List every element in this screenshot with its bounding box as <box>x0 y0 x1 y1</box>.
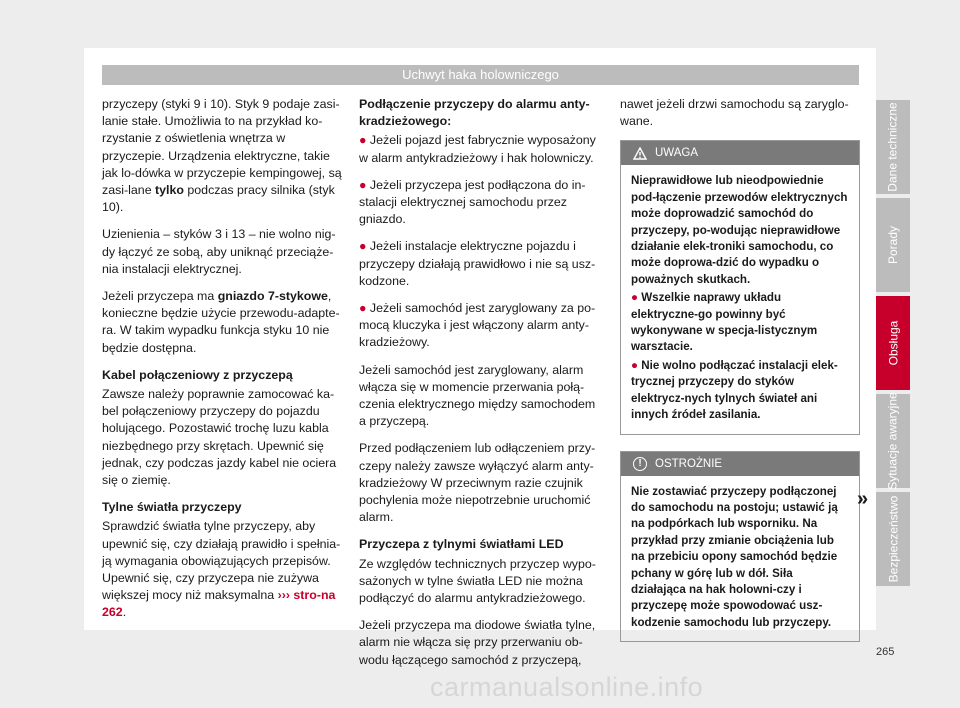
paragraph: Jeżeli przyczepa ma diodowe światła tylne, alarm nie włącza się przy przerwaniu ob-wodu łączącego samochód z przyczepą, <box>359 618 596 667</box>
paragraph: Jeżeli przyczepa ma gniazdo 7-stykowe, konieczne będzie użycie przewodu-adapte-ra. W takim wypadku funkcja styku 10 nie będzie dostępna. <box>102 289 340 355</box>
page-number: 265 <box>876 646 895 658</box>
warning-title: UWAGA <box>655 147 699 160</box>
paragraph: Ze względów technicznych przyczep wypo-sażonych w tylne światła LED nie można podłączyć do alarmu antykradzieżowego. <box>359 556 596 606</box>
column-3 <box>620 96 860 658</box>
paragraph: Nie zostawiać przyczepy podłączonej do samochodu na postoju; ustawić ją na podpórkach lub wsporniku. Na przykład przy zmianie obciążenia lub na przebiciu opony samochód będzie pchany w górę lub w dół. Siła działająca na hak holowni-czy i przyczepę może spowodować usz-kodzenie samochodu lub przyczepy. <box>631 484 838 629</box>
section-header: Uchwyt haka holowniczego <box>102 65 859 85</box>
paragraph: Jeżeli samochód jest zaryglowany, alarm włącza się w momencie przerwania połą-czenia elektrycznego między samochodem a przyczepą. <box>359 362 596 429</box>
bullet-icon: ● <box>359 301 367 316</box>
paragraph: Nieprawidłowe lub nieodpowiednie pod-łączenie przewodów elektrycznych może doprowadzić samochód do przyczepy, po-wodując nieprawidłowe działanie elek-troniki samochodu, co może doprowa-dzić do wypadku o poważnych skutkach. <box>631 174 848 286</box>
subheading: Przyczepa z tylnymi światłami LED <box>359 537 564 552</box>
next-page-arrows-icon[interactable]: » <box>857 488 869 510</box>
page-reference-link[interactable]: ››› stro-na 262 <box>102 588 336 620</box>
subheading: Tylne światła przyczepy <box>102 500 242 515</box>
bullet-icon: ● <box>359 239 367 254</box>
tab-dane-techniczne[interactable]: Dane techniczne <box>876 100 910 194</box>
paragraph: Zawsze należy poprawnie zamocować ka-bel połączeniowy przyczepy do pojazdu holującego. Pozostawić trochę luzu kabla niezbędnego przy skrętach. Upewnić się jednak, czy podczas jazdy kabel nie ociera się o ziemię. <box>102 387 337 488</box>
bullet-icon: ● <box>359 133 367 148</box>
caution-title: OSTROŻNIE <box>655 457 723 470</box>
exclamation-circle-icon: ! <box>633 457 647 471</box>
list-item: ● Jeżeli instalacje elektryczne pojazdu i przyczepy działają prawidłowo i nie są usz-kodzone. <box>359 239 596 288</box>
warning-box-body <box>621 165 859 433</box>
column-2 <box>359 96 603 679</box>
subheading: Kabel połączeniowy z przyczepą <box>102 367 293 382</box>
paragraph: Sprawdzić światła tylne przyczepy, aby upewnić się, czy działają prawidło i spełnia-ją wymagania obowiązujących przepisów. Upewnić się, czy przyczepa nie zużywa większej mocy niż maksymalna ››› stro-na 262. <box>102 519 341 620</box>
paragraph: nawet jeżeli drzwi samochodu są zaryglo-wane. <box>620 97 849 129</box>
bullet-icon: ● <box>359 177 367 192</box>
tab-obsluga[interactable]: Obsługa <box>876 296 910 390</box>
list-item: ● Jeżeli pojazd jest fabrycznie wyposażony w alarm antykradzieżowy i hak holowniczy. <box>359 133 596 165</box>
caution-box-header <box>621 452 859 476</box>
column-1 <box>102 96 344 632</box>
list-item: ● Nie wolno podłączać instalacji elek-trycznej przyczepy do styków elektrycz-nych tylnych świateł ani innych źródeł zasilania. <box>631 358 838 422</box>
list-item: ● Jeżeli przyczepa jest podłączona do in-stalacji elektrycznej samochodu przez gniazdo. <box>359 177 586 227</box>
warning-box-header <box>621 141 859 165</box>
list-item: ● Wszelkie naprawy układu elektryczne-go powinny być wykonywane w specja-listycznym warsztacie. <box>631 291 818 354</box>
caution-box <box>620 451 860 643</box>
bullet-icon: ● <box>631 358 639 372</box>
warning-icon <box>633 147 647 160</box>
paragraph: Przed podłączeniem lub odłączeniem przy-czepy należy zawsze wyłączyć alarm anty-kradzieżowy W przeciwnym razie czujnik pochylenia może niepotrzebnie uruchomić alarm. <box>359 441 596 525</box>
watermark: carmanualsonline.info <box>430 672 704 702</box>
bullet-icon: ● <box>631 291 639 305</box>
tab-sytuacje-awaryjne[interactable]: Sytuacje awaryjne <box>876 394 910 488</box>
warning-box <box>620 140 860 434</box>
subheading: Podłączenie przyczepy do alarmu anty-kradzieżowego: <box>359 97 590 129</box>
tab-porady[interactable]: Porady <box>876 198 910 292</box>
paragraph: Uzienienia – styków 3 i 13 – nie wolno nig-dy łączyć ze sobą, aby uniknąć przeciąże-nia instalacji elektrycznej. <box>102 227 336 276</box>
caution-box-body <box>621 476 859 642</box>
tab-bezpieczenstwo[interactable]: Bezpieczeństwo <box>876 492 910 586</box>
list-item: ● Jeżeli samochód jest zaryglowany za po-mocą kluczyka i jest włączony alarm anty-kradzieżowy. <box>359 301 596 350</box>
paragraph: przyczepy (styki 9 i 10). Styk 9 podaje zasi-lanie stałe. Umożliwia to na przykład ko-rzystanie z oświetlenia wnętrza w przyczepie. Urządzenia elektryczne, takie jak lo-dówka w przyczepie kempingowej, są zasi-lane tylko podczas pracy silnika (styk 10). <box>102 97 342 215</box>
